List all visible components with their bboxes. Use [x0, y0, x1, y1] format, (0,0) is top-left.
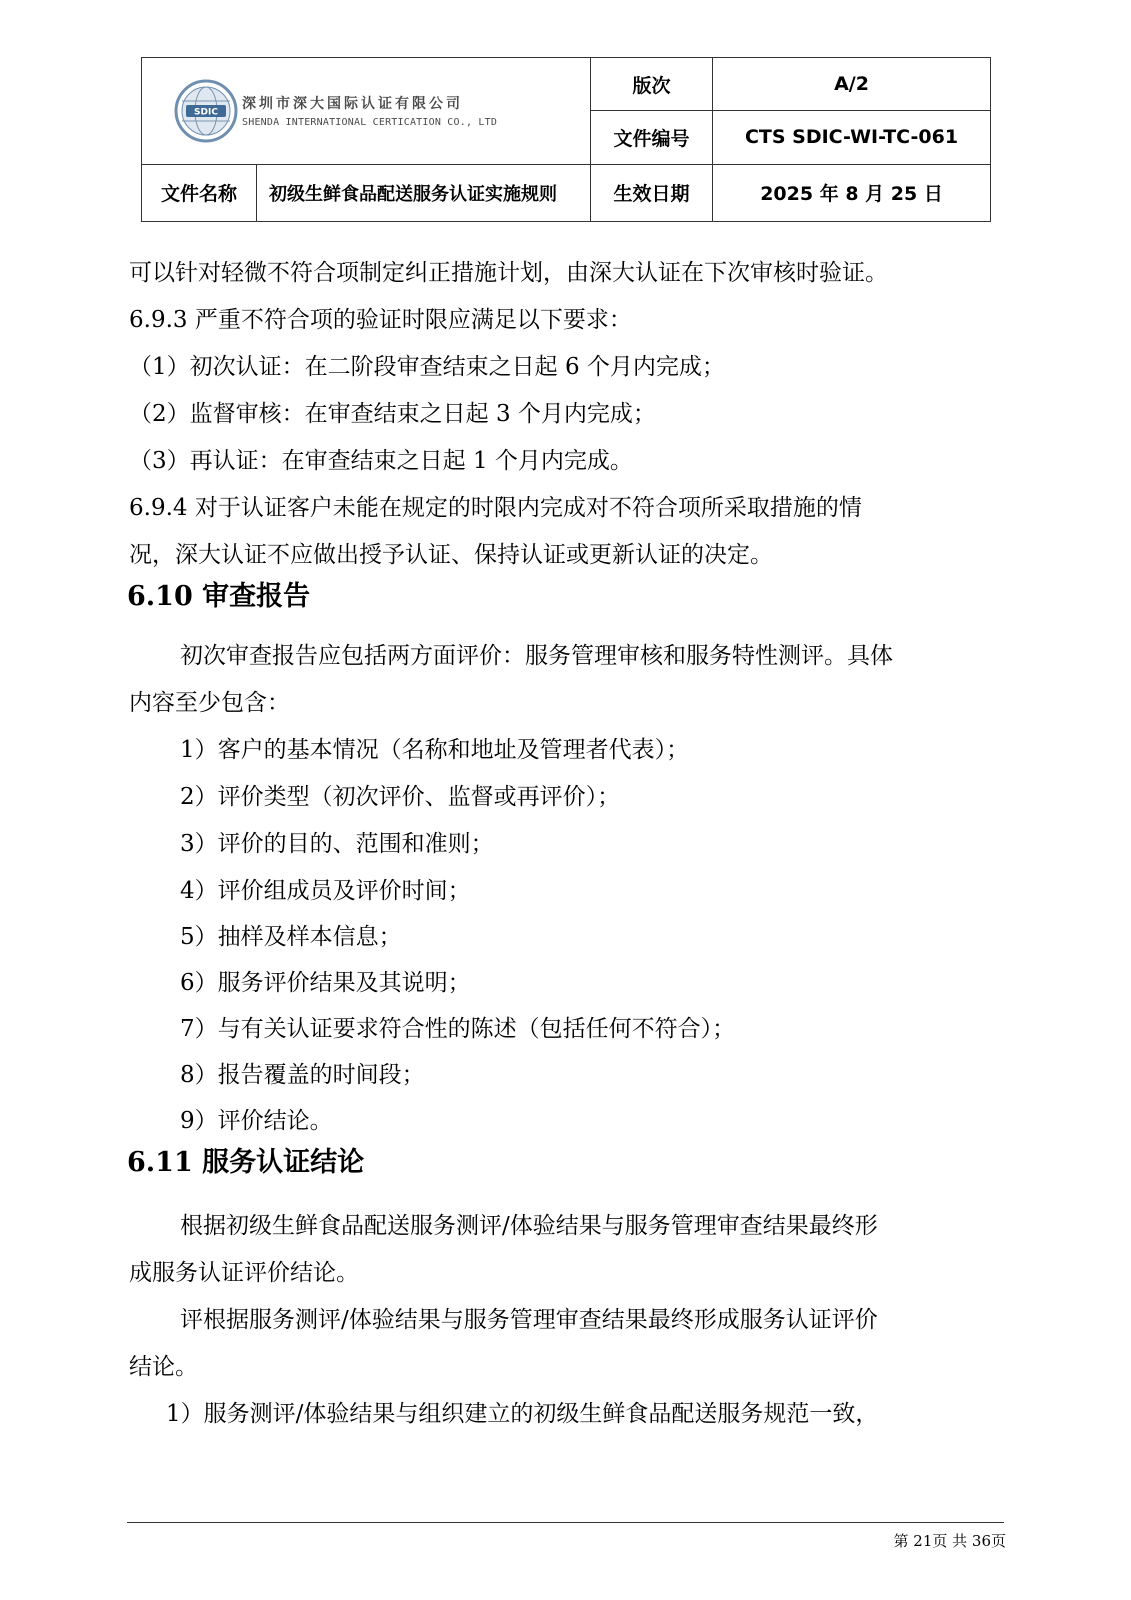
paragraph-line: 结论。 — [129, 1354, 198, 1380]
effective-date-label: 生效日期 — [591, 164, 713, 221]
list-item: 2）评价类型（初次评价、监督或再评价）； — [180, 784, 621, 810]
list-item: 7）与有关认证要求符合性的陈述（包括任何不符合）； — [180, 1016, 736, 1042]
document-number-label: 文件编号 — [591, 111, 713, 164]
paragraph-line: 成服务认证评价结论。 — [129, 1260, 359, 1286]
footer-divider — [127, 1522, 1004, 1523]
list-item: （3）再认证：在审查结束之日起 1 个月内完成。 — [129, 448, 633, 474]
clause-6-9-3: 6.9.3 严重不符合项的验证时限应满足以下要求： — [129, 307, 632, 333]
version-label: 版次 — [591, 58, 713, 111]
company-logo-icon — [174, 79, 238, 143]
paragraph-line: 况，深大认证不应做出授予认证、保持认证或更新认证的决定。 — [129, 542, 773, 568]
list-item: 5）抽样及样本信息； — [180, 924, 402, 950]
list-item: 1）服务测评/体验结果与组织建立的初级生鲜食品配送服务规范一致， — [166, 1401, 879, 1427]
paragraph-line: 内容至少包含： — [129, 690, 290, 716]
section-heading-6-11: 6.11 服务认证结论 — [127, 1147, 365, 1178]
svg-text:SDIC: SDIC — [194, 107, 218, 118]
list-item: 8）报告覆盖的时间段； — [180, 1062, 425, 1088]
list-item: （2）监督审核：在审查结束之日起 3 个月内完成； — [129, 401, 656, 427]
list-item: 9）评价结论。 — [180, 1108, 333, 1134]
version-value: A/2 — [713, 58, 991, 111]
page-number: 第 21页 共 36页 — [893, 1532, 1006, 1550]
clause-6-9-4: 6.9.4 对于认证客户未能在规定的时限内完成对不符合项所采取措施的情 — [129, 495, 862, 521]
paragraph-line: 初次审查报告应包括两方面评价：服务管理审核和服务特性测评。具体 — [180, 643, 893, 669]
section-heading-6-10: 6.10 审查报告 — [127, 581, 311, 612]
list-item: 6）服务评价结果及其说明； — [180, 970, 471, 996]
logo-cell — [142, 58, 591, 165]
list-item: 4）评价组成员及评价时间； — [180, 878, 471, 904]
list-item: 1）客户的基本情况（名称和地址及管理者代表）； — [180, 737, 690, 763]
company-name-en: SHENDA INTERNATIONAL CERTICATION CO., LTD — [242, 117, 498, 129]
document-header-table — [141, 57, 991, 222]
effective-date-value: 2025 年 8 月 25 日 — [713, 164, 991, 221]
document-name-label: 文件名称 — [142, 164, 257, 221]
paragraph-line: 可以针对轻微不符合项制定纠正措施计划，由深大认证在下次审核时验证。 — [129, 260, 888, 286]
paragraph-line: 评根据服务测评/体验结果与服务管理审查结果最终形成服务认证评价 — [180, 1307, 878, 1333]
list-item: （1）初次认证：在二阶段审查结束之日起 6 个月内完成； — [129, 354, 725, 380]
company-name-cn: 深圳市深大国际认证有限公司 — [242, 96, 463, 113]
paragraph-line: 根据初级生鲜食品配送服务测评/体验结果与服务管理审查结果最终形 — [180, 1213, 878, 1239]
list-item: 3）评价的目的、范围和准则； — [180, 831, 494, 857]
document-name-value: 初级生鲜食品配送服务认证实施规则 — [257, 164, 591, 221]
document-number-value: CTS SDIC-WI-TC-061 — [713, 111, 991, 164]
